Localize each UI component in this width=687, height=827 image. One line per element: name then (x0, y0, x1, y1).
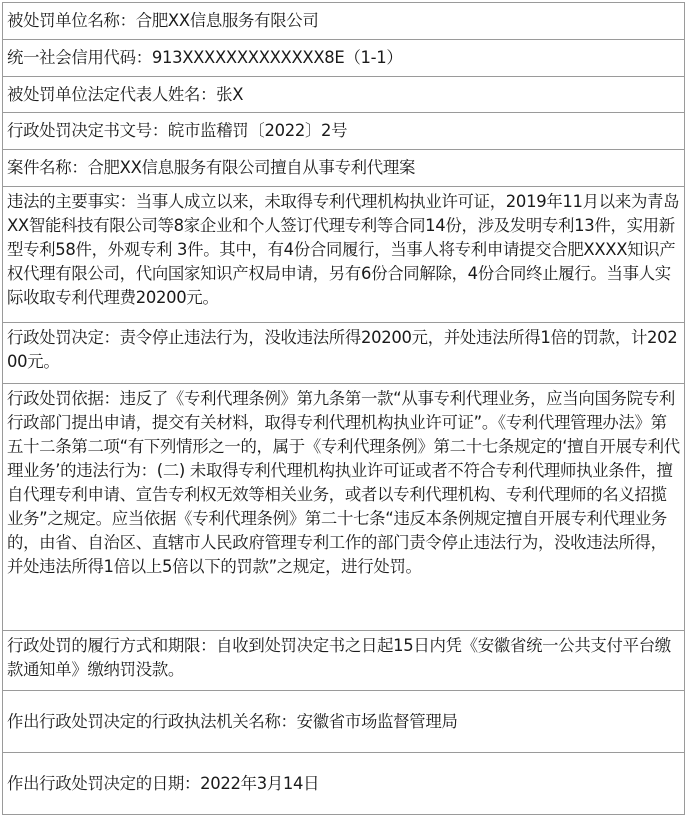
penalty-info-table (2, 2, 685, 815)
main-facts-cell: 违法的主要事实：当事人成立以来，未取得专利代理机构执业许可证，2019年11月以来为青岛XX智能科技有限公司等8家企业和个人签订代理专利等合同14份，涉及发明专利13件，实用新型专利58件，外观专利 3件。其中，有4份合同履行，当事人将专利申请提交合肥XXXX知识产权代理有限公司，代向国家知识产权局申请，另有6份合同解除，4份合同终止履行。当事人实际收取专利代理费20200元。 (3, 187, 685, 323)
enforcement-agency-cell: 作出行政处罚决定的行政执法机关名称：安徽省市场监督管理局 (3, 691, 685, 753)
row-main-facts (3, 187, 685, 323)
legal-representative-cell: 被处罚单位法定代表人姓名：张X (3, 77, 685, 113)
row-penalty-basis (3, 384, 685, 631)
row-decision-date (3, 753, 685, 815)
row-enforcement-agency (3, 691, 685, 753)
row-legal-representative (3, 77, 685, 113)
row-payment-method (3, 631, 685, 691)
credit-code-cell: 统一社会信用代码：913XXXXXXXXXXXXX8E（1-1） (3, 40, 685, 77)
decision-number-cell: 行政处罚决定书文号：皖市监稽罚〔2022〕2号 (3, 113, 685, 150)
row-case-name (3, 150, 685, 187)
case-name-cell: 案件名称：合肥XX信息服务有限公司擅自从事专利代理案 (3, 150, 685, 187)
row-penalty-decision (3, 323, 685, 384)
row-decision-number (3, 113, 685, 150)
row-entity-name (3, 3, 685, 40)
decision-date-cell: 作出行政处罚决定的日期：2022年3月14日 (3, 753, 685, 815)
penalty-decision-cell: 行政处罚决定：责令停止违法行为，没收违法所得20200元，并处违法所得1倍的罚款，计20200元。 (3, 323, 685, 384)
row-credit-code (3, 40, 685, 77)
payment-method-cell: 行政处罚的履行方式和期限：自收到处罚决定书之日起15日内凭《安徽省统一公共支付平台缴款通知单》缴纳罚没款。 (3, 631, 685, 691)
penalty-basis-cell: 行政处罚依据：违反了《专利代理条例》第九条第一款“从事专利代理业务，应当向国务院专利行政部门提出申请，提交有关材料，取得专利代理机构执业许可证”。《专利代理管理办法》第五十二条第二项“有下列情形之一的，属于《专利代理条例》第二十七条规定的‘擅自开展专利代理业务’的违法行为：(二) 未取得专利代理机构执业许可证或者不符合专利代理师执业条件，擅自代理专利申请、宣告专利权无效等相关业务，或者以专利代理机构、专利代理师的名义招揽业务”之规定。应当依据《专利代理条例》第二十七条“违反本条例规定擅自开展专利代理业务的，由省、自治区、直辖市人民政府管理专利工作的部门责令停止违法行为，没收违法所得，并处违法所得1倍以上5倍以下的罚款”之规定，进行处罚。 (3, 384, 685, 631)
entity-name-cell: 被处罚单位名称：合肥XX信息服务有限公司 (3, 3, 685, 40)
